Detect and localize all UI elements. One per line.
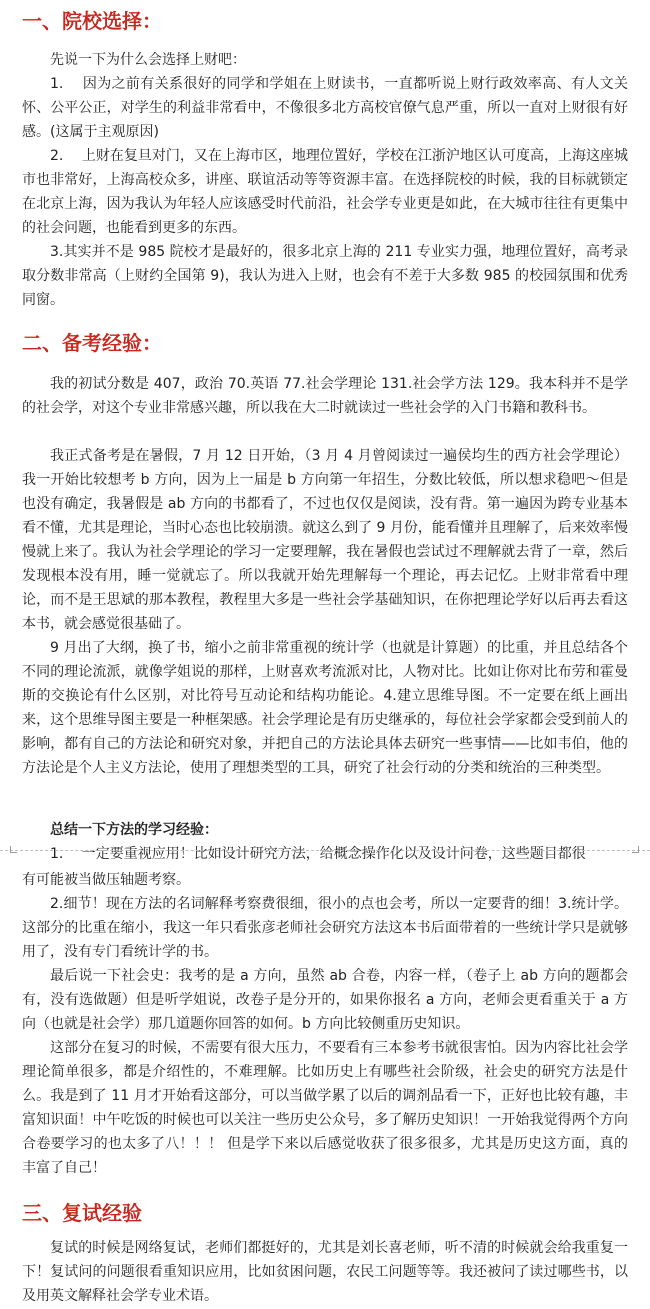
page-corner-mark-left bbox=[10, 846, 17, 853]
summary-point-1: 1. 一定要重视应用！比如设计研究方法，给概念操作化以及设计问卷，这些题目都很 bbox=[50, 846, 586, 862]
section1-point-2: 2. 上财在复旦对门，又在上海市区，地理位置好，学校在江浙沪地区认可度高，上海这座城市也非常好，上海高校众多，讲座、联谊活动等等资源丰富。在选择院校的时候，我的目标就锁定在北京上海，因为我认为年轻人应该感受时代前沿，社会学专业更是如此，在大城市往往有更集中的社会问题，也能看到更多的东西。 bbox=[22, 148, 628, 236]
page-break-divider bbox=[0, 850, 650, 851]
section3-heading: 三、复试经验 bbox=[22, 1201, 142, 1225]
review-advice-paragraph: 这部分在复习的时候，不需要有很大压力，不要看有三本参考书就很害怕。因为内容比社会学理论简单很多，都是介绍性的，不难理解。比如历史上有哪些社会阶级，社会史的研究方法是什么。我是到了 11 月才开始看这部分，可以当做学累了以后的调剂品看一下，正好也比较有趣，丰富知识面！中午吃饭的时候也可以关注一些历史公众号，多了解历史知识！一开始我觉得两个方向合卷要学习的也太多了八！！！ 但是学下来以后感觉收获了很多很多，尤其是历史这方面，真的丰富了自己！ bbox=[22, 1040, 628, 1176]
summary-point-2: 2.细节！现在方法的名词解释考察费很细，很小的点也会考，所以一定要背的细！3.统计学。这部分的比重在缩小，我这一年只看张彦老师社会研究方法这本书后面带着的一些统计学只是就够用了，没有专门看统计学的书。 bbox=[22, 896, 628, 960]
section1-point-1: 1. 因为之前有关系很好的同学和学姐在上财读书，一直都听说上财行政效率高、有人文关怀、公平公正，对学生的利益非常看中，不像很多北方高校官僚气息严重，所以一直对上财很有好感。(这属于主观原因) bbox=[22, 76, 628, 140]
section2-outline-paragraph: 9 月出了大纲，换了书，缩小之前非常重视的统计学（也就是计算题）的比重，并且总结各个不同的理论流派，就像学姐说的那样，上财喜欢考流派对比，人物对比。比如让你对比布劳和霍曼斯的交换论有什么区别，对比符号互动论和结构功能论。4.建立思维导图。不一定要在纸上画出来，这个思维导图主要是一种框架感。社会学理论是有历史继承的，每位社会学家都会受到前人的影响，都有自己的方法论和研究对象，并把自己的方法论具体去研究一些事情——比如韦伯，他的方法论是个人主义方法论，使用了理想类型的工具，研究了社会行动的分类和统治的三种类型。 bbox=[22, 640, 628, 776]
section1-intro: 先说一下为什么会选择上财吧： bbox=[50, 52, 246, 68]
section2-timeline-paragraph: 我正式备考是在暑假，7 月 12 日开始，（3 月 4 月曾阅读过一遍侯均生的西方社会学理论）我一开始比较想考 b 方向，因为上一届是 b 方向第一年招生，分数比较低，所以想求稳吧～但是也没有确定，我暑假是 ab 方向的书都看了，不过也仅仅是阅读，没有背。第一遍因为跨专业基本看不懂，尤其是理论，当时心态也比较崩溃。就这么到了 9 月份，能看懂并且理解了，后来效率慢慢就上来了。我认为社会学理论的学习一定要理解，我在暑假也尝试过不理解就去背了一章，然后发现根本没有用，睡一觉就忘了。所以我就开始先理解每一个理论，再去记忆。上财非常看中理论，而不是王思斌的那本教程，教程里大多是一些社会学基础知识，在你把理论学好以后再去看这本书，就会感觉很基础了。 bbox=[22, 448, 628, 632]
social-history-paragraph: 最后说一下社会史：我考的是 a 方向，虽然 ab 合卷，内容一样，（卷子上 ab 方向的题都会有，没有选做题）但是听学姐说，改卷子是分开的，如果你报名 a 方向，老师会更看重关于 a 方向（也就是社会学）那几道题你回答的如何。b 方向比较侧重历史知识。 bbox=[22, 968, 628, 1032]
page-corner-mark-right bbox=[632, 846, 639, 853]
section2-score-paragraph: 我的初试分数是 407，政治 70.英语 77.社会学理论 131.社会学方法 129。我本科并不是学的社会学，对这个专业非常感兴趣，所以我在大二时就读过一些社会学的入门书籍和教科书。 bbox=[22, 376, 628, 416]
summary-heading: 总结一下方法的学习经验： bbox=[50, 822, 218, 838]
summary-point-1-continued: 有可能被当做压轴题考察。 bbox=[22, 872, 190, 888]
section2-heading: 二、备考经验： bbox=[22, 331, 162, 355]
section1-heading: 一、院校选择： bbox=[22, 9, 162, 33]
section1-point-3: 3.其实并不是 985 院校才是最好的，很多北京上海的 211 专业实力强，地理位置好，高考录取分数非常高（上财约全国第 9)，我认为进入上财，也会有不差于大多数 985 的校园氛围和优秀同窗。 bbox=[22, 244, 628, 308]
section3-paragraph: 复试的时候是网络复试，老师们都挺好的，尤其是刘长喜老师，听不清的时候就会给我重复一下！复试问的问题很看重知识应用，比如贫困问题，农民工问题等等。我还被问了读过哪些书，以及用英文解释社会学专业术语。 bbox=[22, 1240, 628, 1304]
